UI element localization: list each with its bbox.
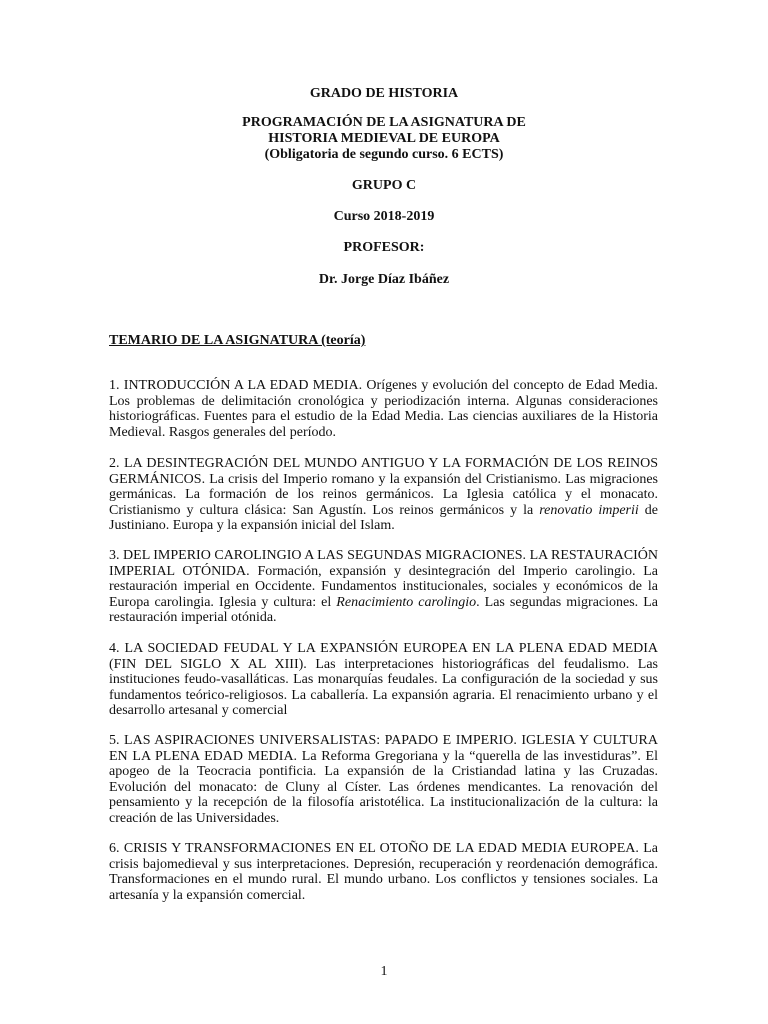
professor-label: PROFESOR:: [343, 240, 425, 255]
program-title-line1: PROGRAMACIÓN DE LA ASIGNATURA DE: [242, 115, 526, 130]
syllabus-item-3-italic: Renacimiento carolingio: [336, 594, 477, 610]
group-label: GRUPO C: [351, 178, 417, 193]
syllabus-item-5-text: 5. LAS ASPIRACIONES UNIVERSALISTAS: PAPADO E IMPERIO. IGLESIA Y CULTURA EN LA PLENA EDAD MEDIA. La Reforma Gregoriana y la “querella de las investiduras”. El apogeo de la Teocracia pontificia. La expansión de la Cristiandad latina y las Cruzadas. Evolución del monacato: de Cluny al Císter. Las órdenes mendicantes. La renovación del pensamiento y la recepción de la filosofía aristotélica. La institucionalización de la cultura: la creación de las Universidades.: [109, 733, 658, 826]
syllabus-item-2: [109, 456, 658, 534]
syllabus-item-3: [109, 548, 658, 626]
degree-title: GRADO DE HISTORIA: [309, 86, 459, 101]
syllabus-item-6: [109, 841, 658, 903]
syllabus-item-2-text: 2. LA DESINTEGRACIÓN DEL MUNDO ANTIGUO Y LA FORMACIÓN DE LOS REINOS GERMÁNICOS. La crisis del Imperio romano y la expansión del Cristianismo. Las migraciones germánicas. La formación de los reinos germánicos. La Iglesia católica y el monacato. Cristianismo y cultura clásica: San Agustín. Los reinos germánicos y la: [109, 456, 658, 518]
course-year: Curso 2018-2019: [333, 209, 435, 224]
syllabus-item-2-text-end: de Justiniano. Europa y la expansión inicial del Islam.: [109, 502, 659, 533]
syllabus-item-3-text: 3. DEL IMPERIO CAROLINGIO A LAS SEGUNDAS MIGRACIONES. LA RESTAURACIÓN IMPERIAL OTÓNIDA. Formación, expansión y desintegración del Imperio carolingio. La restauración imperial en Occidente. Fundamentos institucionales, sociales y económicos de la Europa carolingia. Iglesia y cultura: el: [109, 548, 658, 610]
syllabus-item-5: [109, 733, 658, 826]
syllabus-item-1: [109, 378, 658, 440]
syllabus-item-1-text: 1. INTRODUCCIÓN A LA EDAD MEDIA. Orígenes y evolución del concepto de Edad Media. Los problemas de delimitación cronológica y periodización interna. Algunas consideraciones historiográficas. Fuentes para el estudio de la Edad Media. Las ciencias auxiliares de la Historia Medieval. Rasgos generales del período.: [109, 378, 658, 440]
page-number: 1: [380, 964, 388, 979]
professor-name: Dr. Jorge Díaz Ibáñez: [318, 272, 450, 287]
syllabus-item-4-text: 4. LA SOCIEDAD FEUDAL Y LA EXPANSIÓN EUROPEA EN LA PLENA EDAD MEDIA (FIN DEL SIGLO X AL XIII). Las interpretaciones historiográficas del feudalismo. Las instituciones feudo-vasalláticas. Las monarquías feudales. La configuración de la sociedad y sus fundamentos teórico-religiosos. La caballería. La expansión agraria. El renacimiento urbano y el desarrollo artesanal y comercial: [109, 641, 658, 718]
syllabus-title: TEMARIO DE LA ASIGNATURA (teoría): [109, 333, 366, 348]
syllabus-item-3-text-end: . Las segundas migraciones. La restauración imperial otónida.: [109, 594, 658, 625]
syllabus-item-6-text: 6. CRISIS Y TRANSFORMACIONES EN EL OTOÑO DE LA EDAD MEDIA EUROPEA. La crisis bajomedieval y sus interpretaciones. Depresión, recuperación y reordenación demográfica. Transformaciones en el mundo rural. El mundo urbano. Los conflictos y tensiones sociales. La artesanía y la expansión comercial.: [109, 841, 658, 903]
program-title-line2: HISTORIA MEDIEVAL DE EUROPA: [268, 131, 500, 146]
syllabus-item-2-italic: renovatio imperii: [539, 502, 639, 518]
syllabus-item-4: [109, 641, 658, 719]
program-subtitle: (Obligatoria de segundo curso. 6 ECTS): [264, 147, 504, 162]
